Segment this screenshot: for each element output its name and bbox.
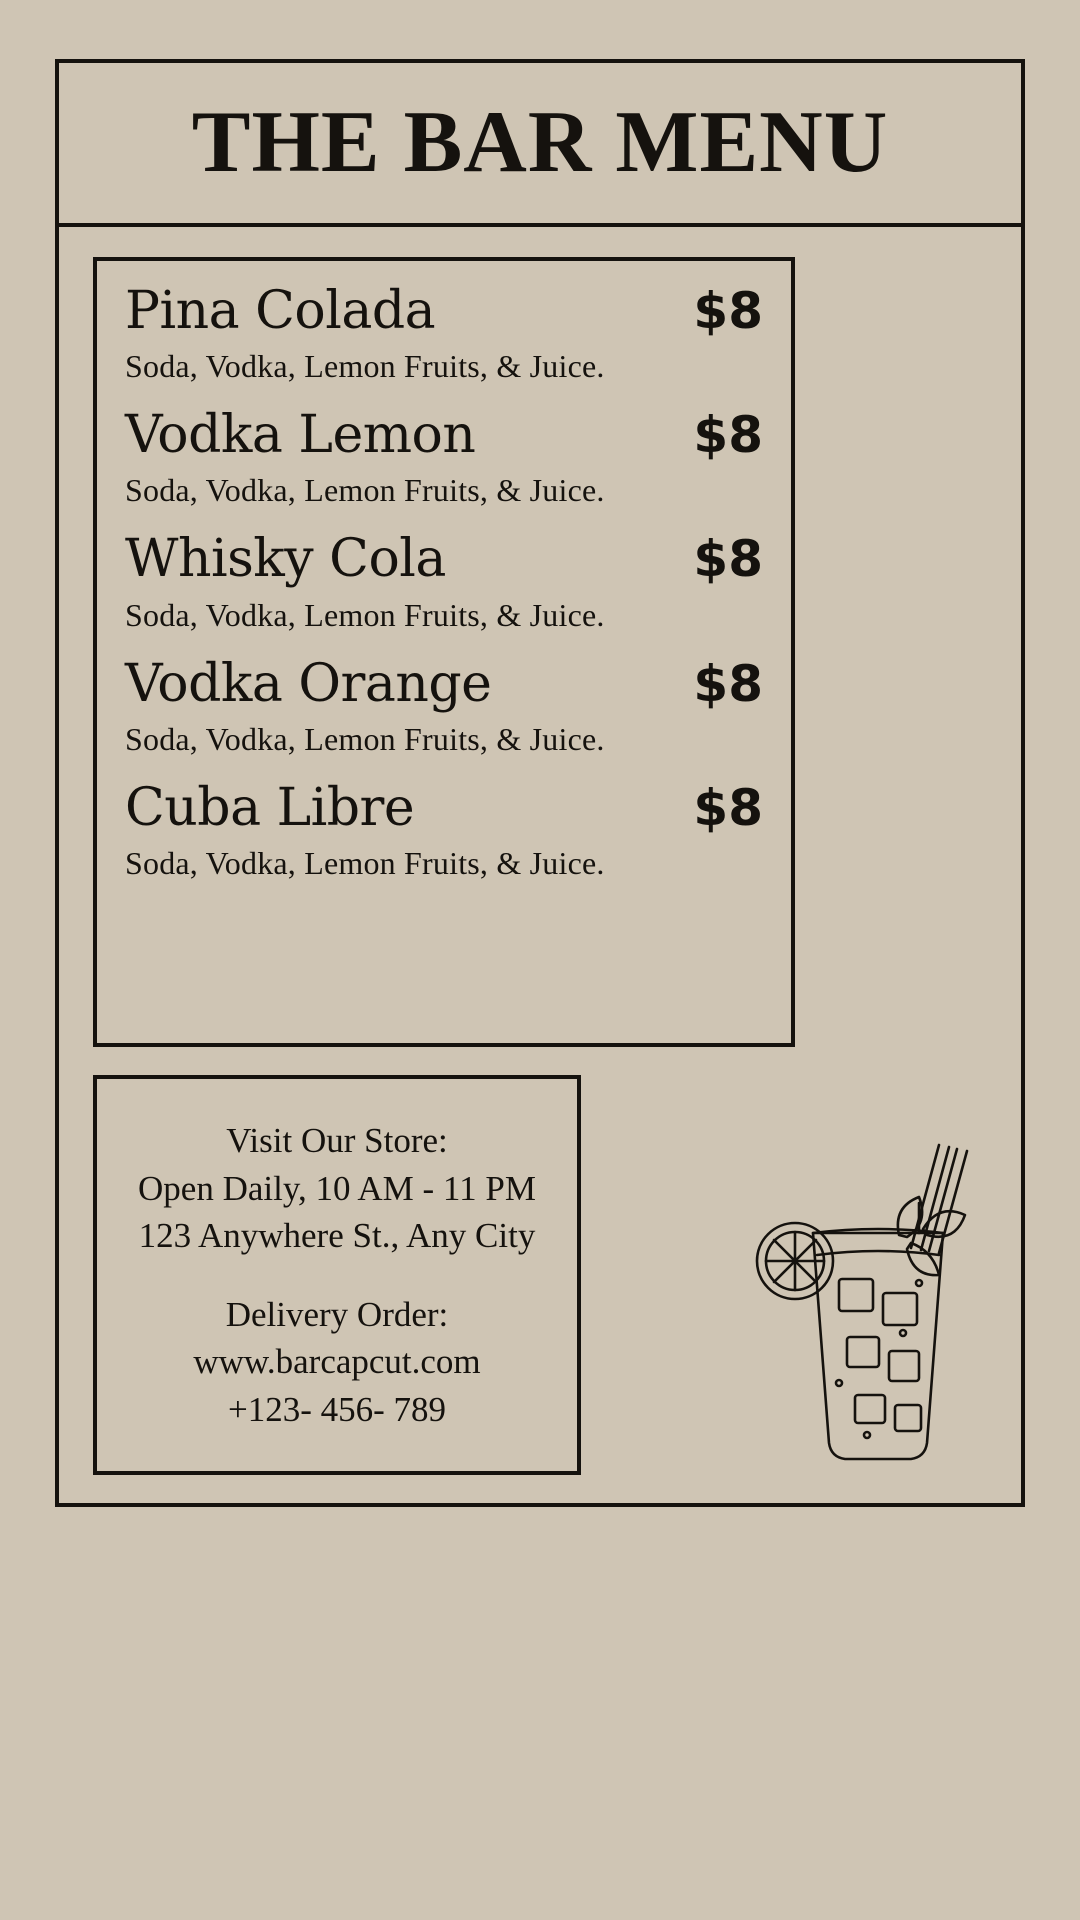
menu-item-name: Pina Colada	[125, 281, 436, 341]
title-band	[59, 63, 1021, 227]
menu-item-head	[125, 531, 763, 588]
menu-item-name: Whisky Cola	[125, 529, 446, 590]
store-heading: Visit Our Store:	[226, 1121, 448, 1161]
cocktail-glass-icon	[743, 1083, 993, 1473]
menu-item-name: Vodka Orange	[125, 653, 492, 714]
menu-item-head	[125, 653, 763, 714]
cocktail-glass-illustration	[743, 1083, 993, 1473]
delivery-phone[interactable]: +123- 456- 789	[227, 1389, 447, 1429]
store-address: 123 Anywhere St., Any City	[138, 1215, 536, 1255]
store-info-box	[93, 1075, 581, 1475]
store-hours: Open Daily, 10 AM - 11 PM	[138, 1168, 536, 1208]
menu-item-description: Soda, Vodka, Lemon Fruits, & Juice.	[125, 348, 605, 385]
menu-item-head	[125, 283, 763, 340]
menu-item	[125, 407, 763, 509]
menu-item-name: Vodka Lemon	[125, 405, 476, 466]
menu-item-head	[125, 407, 763, 464]
menu-item-name: Cuba Libre	[125, 777, 415, 838]
delivery-heading: Delivery Order:	[225, 1295, 449, 1334]
menu-item-price: $8	[693, 654, 763, 713]
menu-item-description: Soda, Vodka, Lemon Fruits, & Juice.	[125, 844, 605, 881]
page-title: THE BAR MENU	[191, 94, 889, 191]
menu-item	[125, 531, 763, 633]
menu-item	[125, 777, 763, 882]
menu-item	[125, 283, 763, 385]
menu-item	[125, 653, 763, 758]
delivery-website[interactable]: www.barcapcut.com	[193, 1342, 481, 1382]
menu-item-price: $8	[693, 282, 763, 340]
menu-poster	[55, 59, 1025, 1507]
menu-item-description: Soda, Vodka, Lemon Fruits, & Juice.	[125, 596, 605, 633]
menu-items-box	[93, 257, 795, 1047]
menu-item-price: $8	[693, 530, 763, 589]
menu-item-price: $8	[693, 406, 763, 465]
menu-item-description: Soda, Vodka, Lemon Fruits, & Juice.	[125, 720, 605, 757]
menu-item-price: $8	[693, 778, 763, 837]
menu-item-description: Soda, Vodka, Lemon Fruits, & Juice.	[125, 472, 605, 509]
menu-item-head	[125, 777, 763, 838]
